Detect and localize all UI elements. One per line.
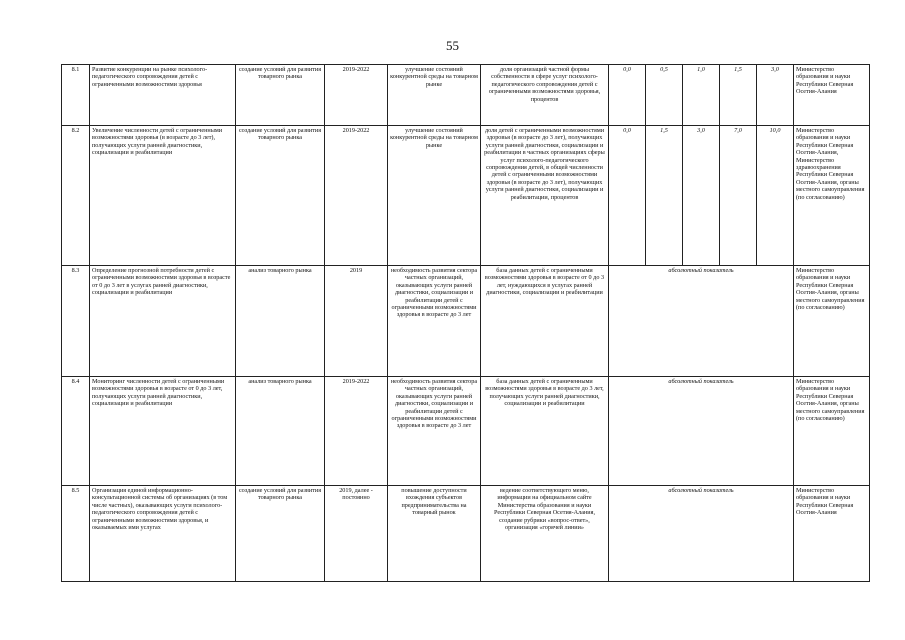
indicator-value: 0,0: [609, 126, 646, 266]
indicator-value: 3,0: [683, 126, 720, 266]
row-number: 8.2: [62, 126, 90, 266]
indicator-value: 10,0: [757, 126, 794, 266]
table-row: [62, 266, 870, 377]
measure-period: 2019-2022: [325, 377, 388, 486]
indicator-value: 1,0: [683, 65, 720, 126]
table-row: [62, 65, 870, 126]
measure-result: необходимость развития сектора частных организаций, оказывающих услуги ранней диагностики, социализации и реабилитации детей с ограниченными возможностями здоровья в возрасте до 3 лет: [388, 266, 481, 377]
measure-period: 2019, далее - постоянно: [325, 486, 388, 582]
responsible-body: Министерство образования и науки Республики Северная Осетия-Алания, органы местного самоуправления (по согласованию): [794, 377, 870, 486]
measure-method: создание условий для развития товарного рынка: [236, 126, 325, 266]
indicator-value: 1,5: [720, 65, 757, 126]
indicator-absolute-note: абсолютный показатель: [609, 486, 794, 582]
measure-name: Организация единой информационно-консультационной системы об организациях (в том числе частных), оказывающих услуги психолого-педагогического сопровождения детей с ограниченными возможностями здоровья, и оказываемых ими услугах: [90, 486, 236, 582]
indicator-absolute-note: абсолютный показатель: [609, 377, 794, 486]
measure-result: улучшение состояний конкурентной среды на товарном рынке: [388, 126, 481, 266]
measure-name: Развитие конкуренции на рынке психолого-педагогического сопровождения детей с ограниченными возможностями здоровья: [90, 65, 236, 126]
measure-method: анализ товарного рынка: [236, 266, 325, 377]
indicator-value: 3,0: [757, 65, 794, 126]
responsible-body: Министерство образования и науки Республики Северная Осетия-Алания: [794, 65, 870, 126]
responsible-body: Министерство образования и науки Республики Северная Осетия-Алания, Министерство здравоохранения Республики Северная Осетия-Алания, органы местного самоуправления (по согласованию): [794, 126, 870, 266]
measure-period: 2019-2022: [325, 126, 388, 266]
table-row: [62, 486, 870, 582]
indicator-value: 7,0: [720, 126, 757, 266]
measure-indicator: база данных детей с ограниченными возможностями здоровья в возрасте от 0 до 3 лет, нуждающихся в услугах ранней диагностики, социализации и реабилитации: [481, 266, 609, 377]
measure-result: повышение доступности вхождения субъектов предпринимательства на товарный рынок: [388, 486, 481, 582]
measures-table: [61, 64, 870, 582]
measure-indicator: ведение соответствующего меню, информации на официальном сайте Министерства образования и науки Республики Северная Осетия-Алания, создание рубрики «вопрос-ответ», организация «горячей линии»: [481, 486, 609, 582]
table-row: [62, 377, 870, 486]
measure-indicator: база данных детей с ограниченными возможностями здоровья в возрасте до 3 лет, получающих услуги ранней диагностики, социализации и реабилитации: [481, 377, 609, 486]
row-number: 8.1: [62, 65, 90, 126]
responsible-body: Министерство образования и науки Республики Северная Осетия-Алания: [794, 486, 870, 582]
measure-period: 2019-2022: [325, 65, 388, 126]
measure-result: улучшение состояний конкурентной среды на товарном рынке: [388, 65, 481, 126]
indicator-absolute-note: абсолютный показатель: [609, 266, 794, 377]
measure-method: создание условий для развития товарного рынка: [236, 486, 325, 582]
table-row: [62, 126, 870, 266]
indicator-value: 1,5: [646, 126, 683, 266]
row-number: 8.4: [62, 377, 90, 486]
measure-period: 2019: [325, 266, 388, 377]
row-number: 8.5: [62, 486, 90, 582]
measure-name: Определение прогнозной потребности детей с ограниченными возможностями здоровья в возрасте от 0 до 3 лет в услугах ранней диагностики, социализации и реабилитации: [90, 266, 236, 377]
indicator-value: 0,0: [609, 65, 646, 126]
measure-name: Мониторинг численности детей с ограниченными возможностями здоровья в возрасте от 0 до 3 лет, получающих услуги ранней диагностики, социализации и реабилитации: [90, 377, 236, 486]
measure-indicator: доля детей с ограниченными возможностями здоровья (в возрасте до 3 лет), получающих услуги ранней диагностики, социализации и реабилитации в частных организациях сферы услуг психолого-педагогического сопровождения детей, в общей численности детей с ограниченными возможностями здоровья (в возрасте до 3 лет), получающих услуги ранней диагностики, социализации и реабилитации, процентов: [481, 126, 609, 266]
measure-result: необходимость развития сектора частных организаций, оказывающих услуги ранней диагностики, социализации и реабилитации детей с ограниченными возможностями здоровья в возрасте до 3 лет: [388, 377, 481, 486]
measure-method: анализ товарного рынка: [236, 377, 325, 486]
measure-indicator: доля организаций частной формы собственности в сфере услуг психолого-педагогического сопровождения детей с ограниченными возможностями здоровья, процентов: [481, 65, 609, 126]
page-number: 55: [446, 38, 459, 53]
row-number: 8.3: [62, 266, 90, 377]
responsible-body: Министерство образования и науки Республики Северная Осетия-Алания, органы местного самоуправления (по согласованию): [794, 266, 870, 377]
measure-name: Увеличение численности детей с ограниченными возможностями здоровья (в возрасте до 3 лет), получающих услуги ранней диагностики, социализации и реабилитации: [90, 126, 236, 266]
measure-method: создание условий для развития товарного рынка: [236, 65, 325, 126]
indicator-value: 0,5: [646, 65, 683, 126]
